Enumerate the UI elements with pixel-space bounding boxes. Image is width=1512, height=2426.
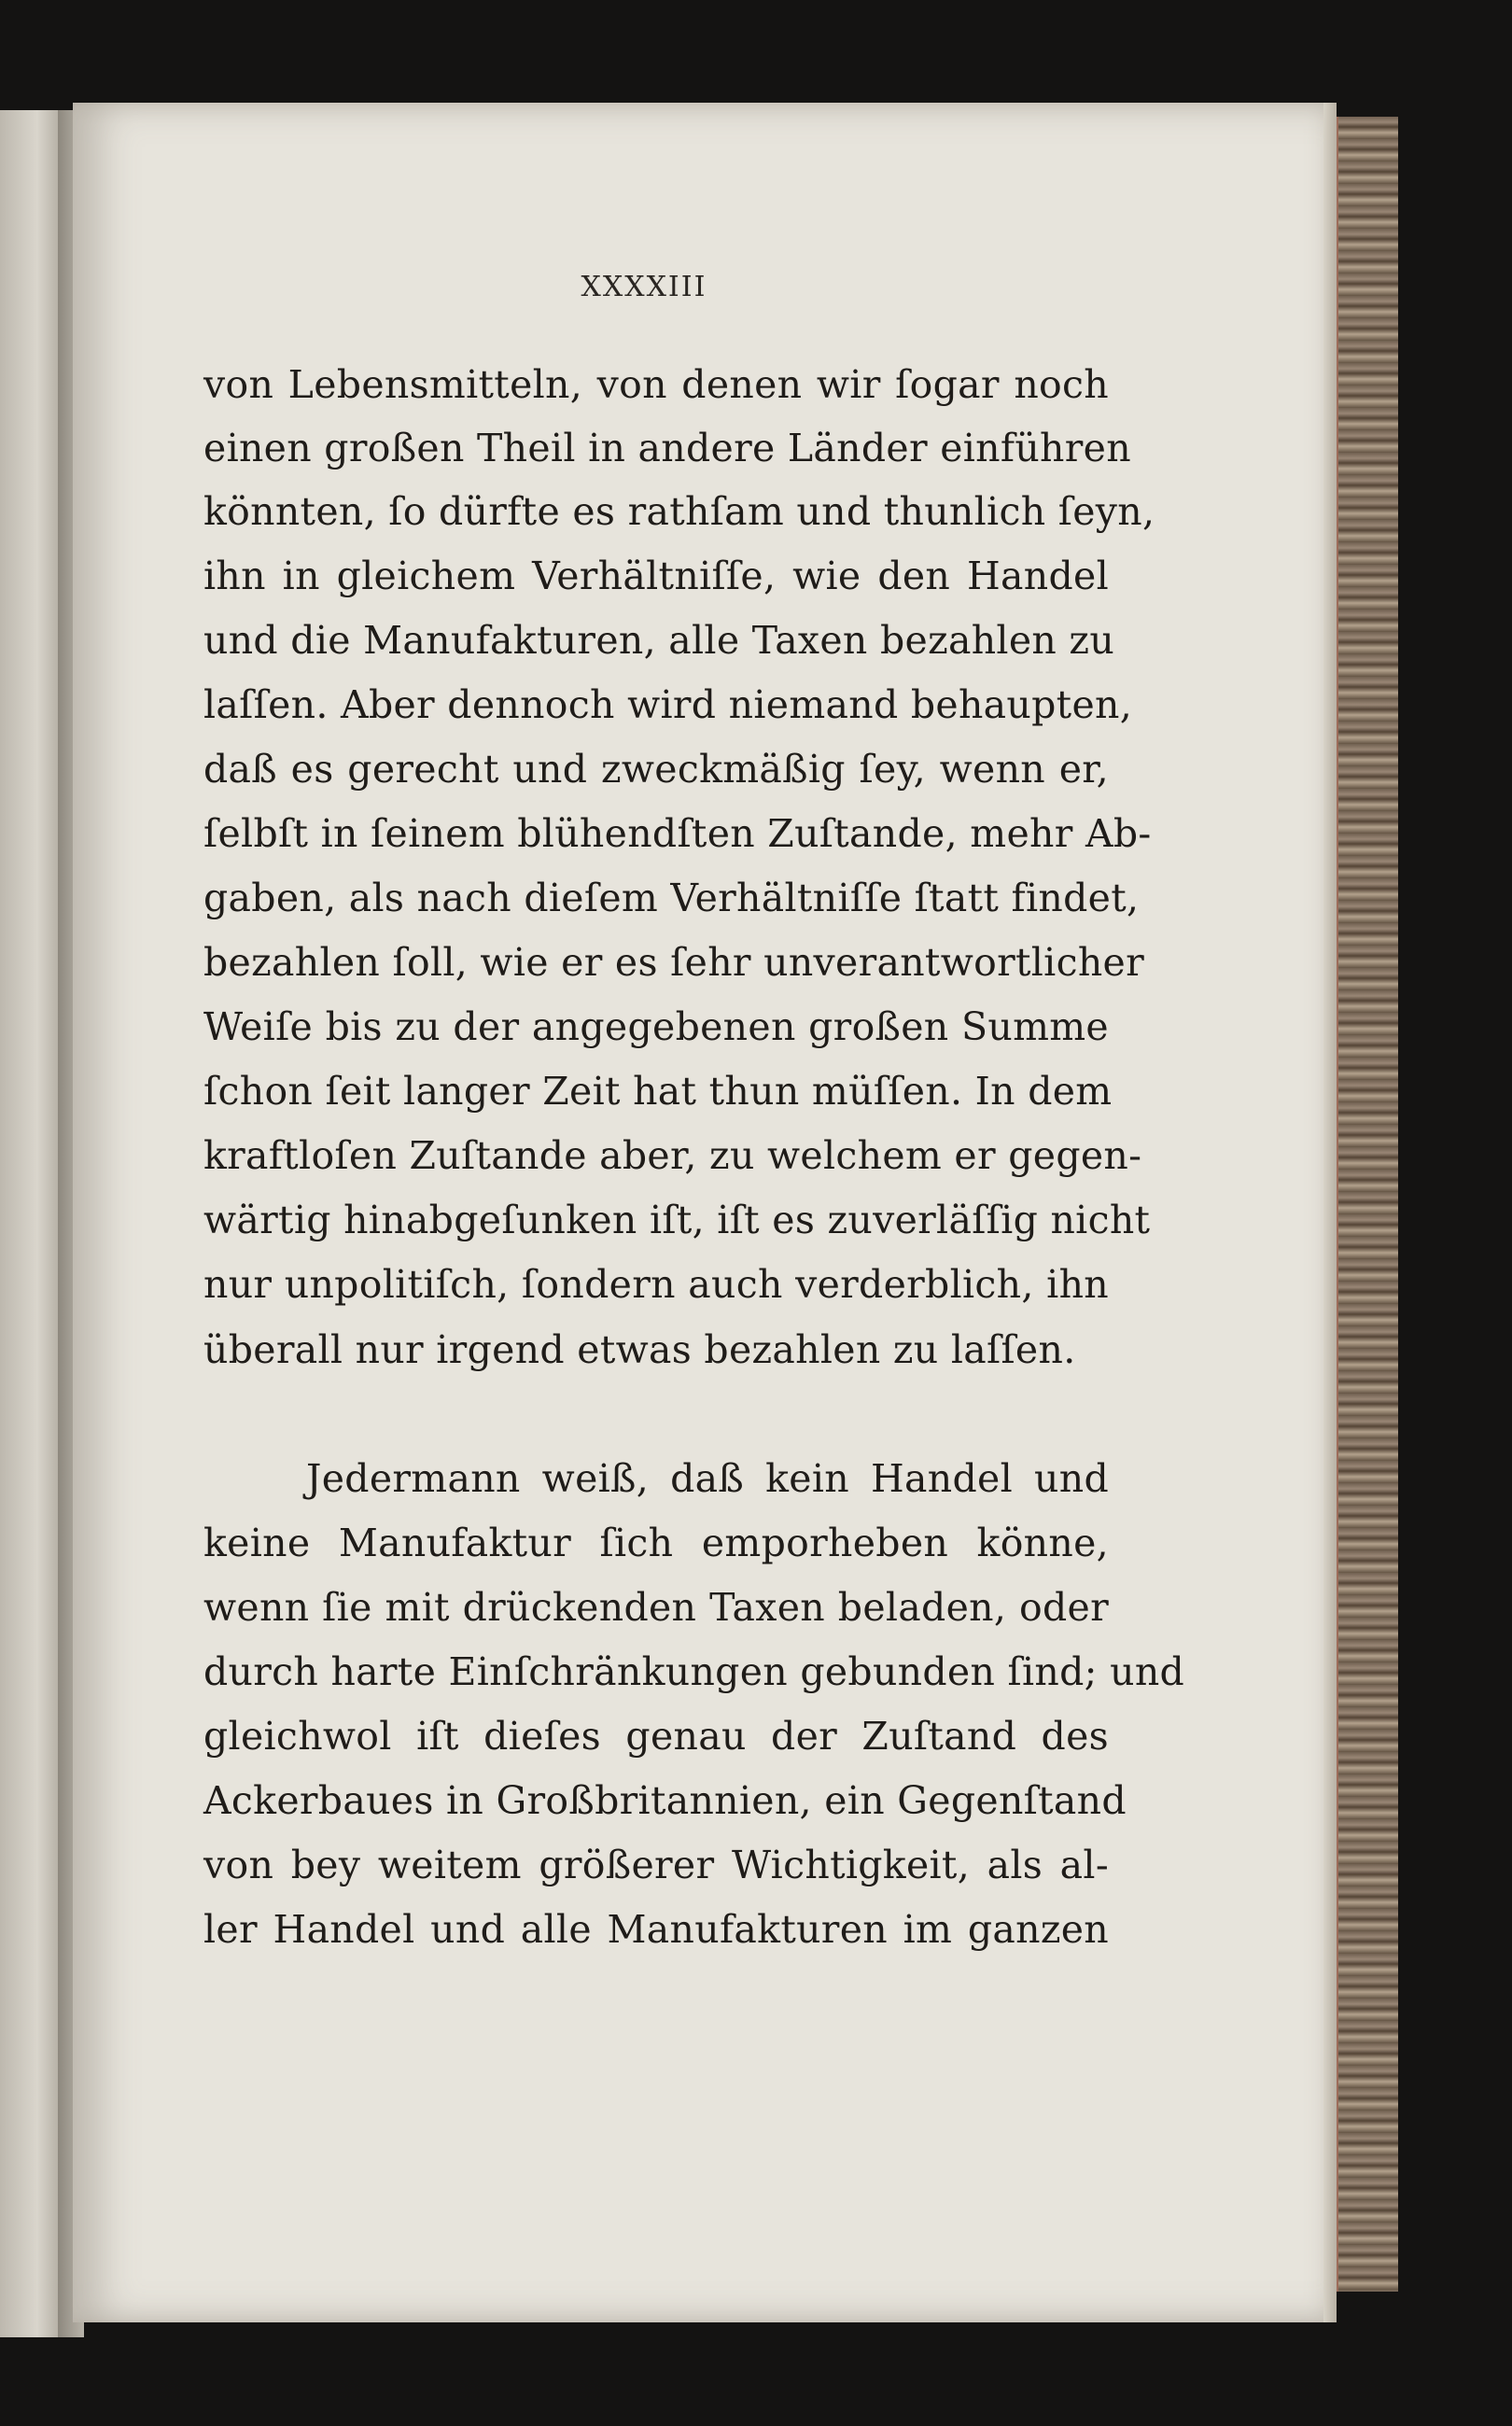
text-line: überall nur irgend etwas bezahlen zu laſſen. (203, 1327, 1076, 1372)
text-line: von bey weitem größerer Wichtigkeit, als al- (203, 1843, 1109, 1887)
text-line: könnten, ſo dürfte es rathſam und thunlich ſeyn, (203, 489, 1155, 534)
text-line: durch harte Einſchränkungen gebunden ſind; und (203, 1649, 1185, 1694)
text-line: ihn in gleichem Verhältniſſe, wie den Handel (203, 554, 1109, 598)
text-line: ler Handel und alle Manufakturen im ganzen (203, 1907, 1109, 1952)
text-line: Weiſe bis zu der angegebenen großen Summe (203, 1004, 1109, 1049)
text-line: ſelbſt in ſeinem blühendſten Zuſtande, mehr Ab- (203, 811, 1152, 856)
text-line: von Lebensmitteln, von denen wir ſogar noch (203, 362, 1109, 407)
text-line: einen großen Theil in andere Länder einführen (203, 426, 1131, 470)
text-line: bezahlen ſoll, wie er es ſehr unverantwortlicher (203, 940, 1145, 985)
text-line: keine Manufaktur ſich emporheben könne, (203, 1521, 1109, 1565)
text-line: kraftloſen Zuſtande aber, zu welchem er gegen- (203, 1133, 1142, 1178)
text-line: gleichwol iſt dieſes genau der Zuſtand des (203, 1714, 1109, 1759)
text-line: laſſen. Aber dennoch wird niemand behaupten, (203, 682, 1133, 727)
text-line: wärtig hinabgeſunken iſt, iſt es zuverläſſig nicht (203, 1198, 1151, 1242)
text-line: ſchon ſeit langer Zeit hat thun müſſen. In dem (203, 1069, 1113, 1114)
text-line: nur unpolitiſch, ſondern auch verderblich, ihn (203, 1262, 1109, 1307)
text-line: wenn ſie mit drückenden Taxen beladen, oder (203, 1585, 1109, 1630)
page-fore-edge (1323, 103, 1337, 2322)
text-line: Ackerbaues in Großbritannien, ein Gegenſtand (203, 1778, 1127, 1823)
text-line: gaben, als nach dieſem Verhältniſſe ſtatt findet, (203, 876, 1140, 920)
text-line: daß es gerecht und zweckmäßig ſey, wenn er, (203, 747, 1109, 792)
text-line: Jedermann weiß, daß kein Handel und (306, 1456, 1109, 1501)
text-line: und die Manufakturen, alle Taxen bezahlen zu (203, 618, 1115, 663)
page-number: XXXXIII (581, 271, 707, 303)
